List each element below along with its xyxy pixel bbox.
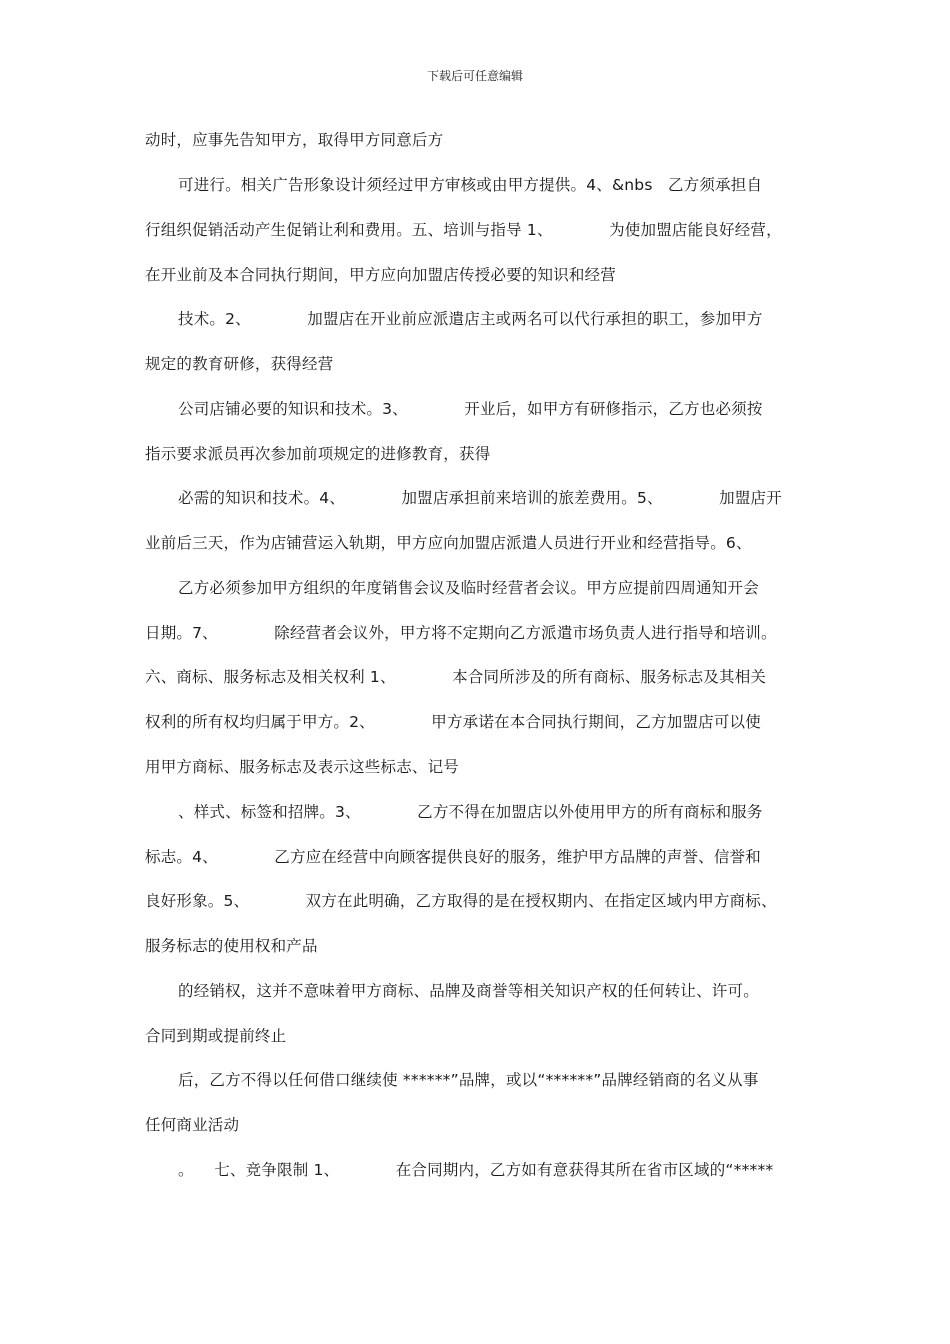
text-line: 乙方必须参加甲方组织的年度销售会议及临时经营者会议。甲方应提前四周通知开会	[178, 579, 759, 597]
page-header: 下载后可任意编辑	[426, 69, 523, 83]
text-line: 服务标志的使用权和产品	[145, 937, 318, 955]
text-line: 可进行。相关广告形象设计须经过甲方审核或由甲方提供。4、&nbs 乙方须承担自	[178, 176, 763, 194]
text-line: 任何商业活动	[145, 1116, 240, 1134]
text-line: 技术。2、 加盟店在开业前应派遣店主或两名可以代行承担的职工，参加甲方	[178, 310, 763, 328]
text-line: 的经销权，这并不意味着甲方商标、品牌及商誉等相关知识产权的任何转让、许可。	[178, 982, 759, 1000]
text-line: 在开业前及本合同执行期间，甲方应向加盟店传授必要的知识和经营	[145, 266, 617, 284]
text-line: 日期。7、 除经营者会议外，甲方将不定期向乙方派遣市场负责人进行指导和培训。	[145, 624, 777, 642]
text-line: 良好形象。5、 双方在此明确，乙方取得的是在授权期内、在指定区域内甲方商标、	[145, 892, 777, 910]
text-line: 六、商标、服务标志及相关权利 1、 本合同所涉及的所有商标、服务标志及其相关	[145, 668, 767, 686]
text-line: 用甲方商标、服务标志及表示这些标志、记号	[145, 758, 460, 776]
text-line: 。 七、竞争限制 1、 在合同期内，乙方如有意获得其所在省市区域的“*****	[178, 1161, 774, 1179]
text-line: 标志。4、 乙方应在经营中向顾客提供良好的服务，维护甲方品牌的声誉、信誉和	[145, 848, 761, 866]
text-line: 公司店铺必要的知识和技术。3、 开业后，如甲方有研修指示，乙方也必须按	[178, 400, 763, 418]
text-line: 动时，应事先告知甲方，取得甲方同意后方	[145, 131, 444, 149]
text-line: 规定的教育研修，获得经营	[145, 355, 334, 373]
text-line: 必需的知识和技术。4、 加盟店承担前来培训的旅差费用。5、 加盟店开	[178, 489, 782, 507]
text-line: 后，乙方不得以任何借口继续使 ******”品牌，或以“******”品牌经销商的名义从事	[178, 1071, 759, 1089]
text-line: 指示要求派员再次参加前项规定的进修教育，获得	[145, 445, 491, 463]
text-line: 权利的所有权均归属于甲方。2、 甲方承诺在本合同执行期间，乙方加盟店可以使	[145, 713, 761, 731]
text-line: 、样式、标签和招牌。3、 乙方不得在加盟店以外使用甲方的所有商标和服务	[178, 803, 763, 821]
text-line: 业前后三天，作为店铺营运入轨期，甲方应向加盟店派遣人员进行开业和经营指导。6、	[145, 534, 752, 552]
text-line: 行组织促销活动产生促销让利和费用。五、培训与指导 1、 为使加盟店能良好经营，	[145, 221, 782, 239]
text-line: 合同到期或提前终止	[145, 1027, 287, 1045]
